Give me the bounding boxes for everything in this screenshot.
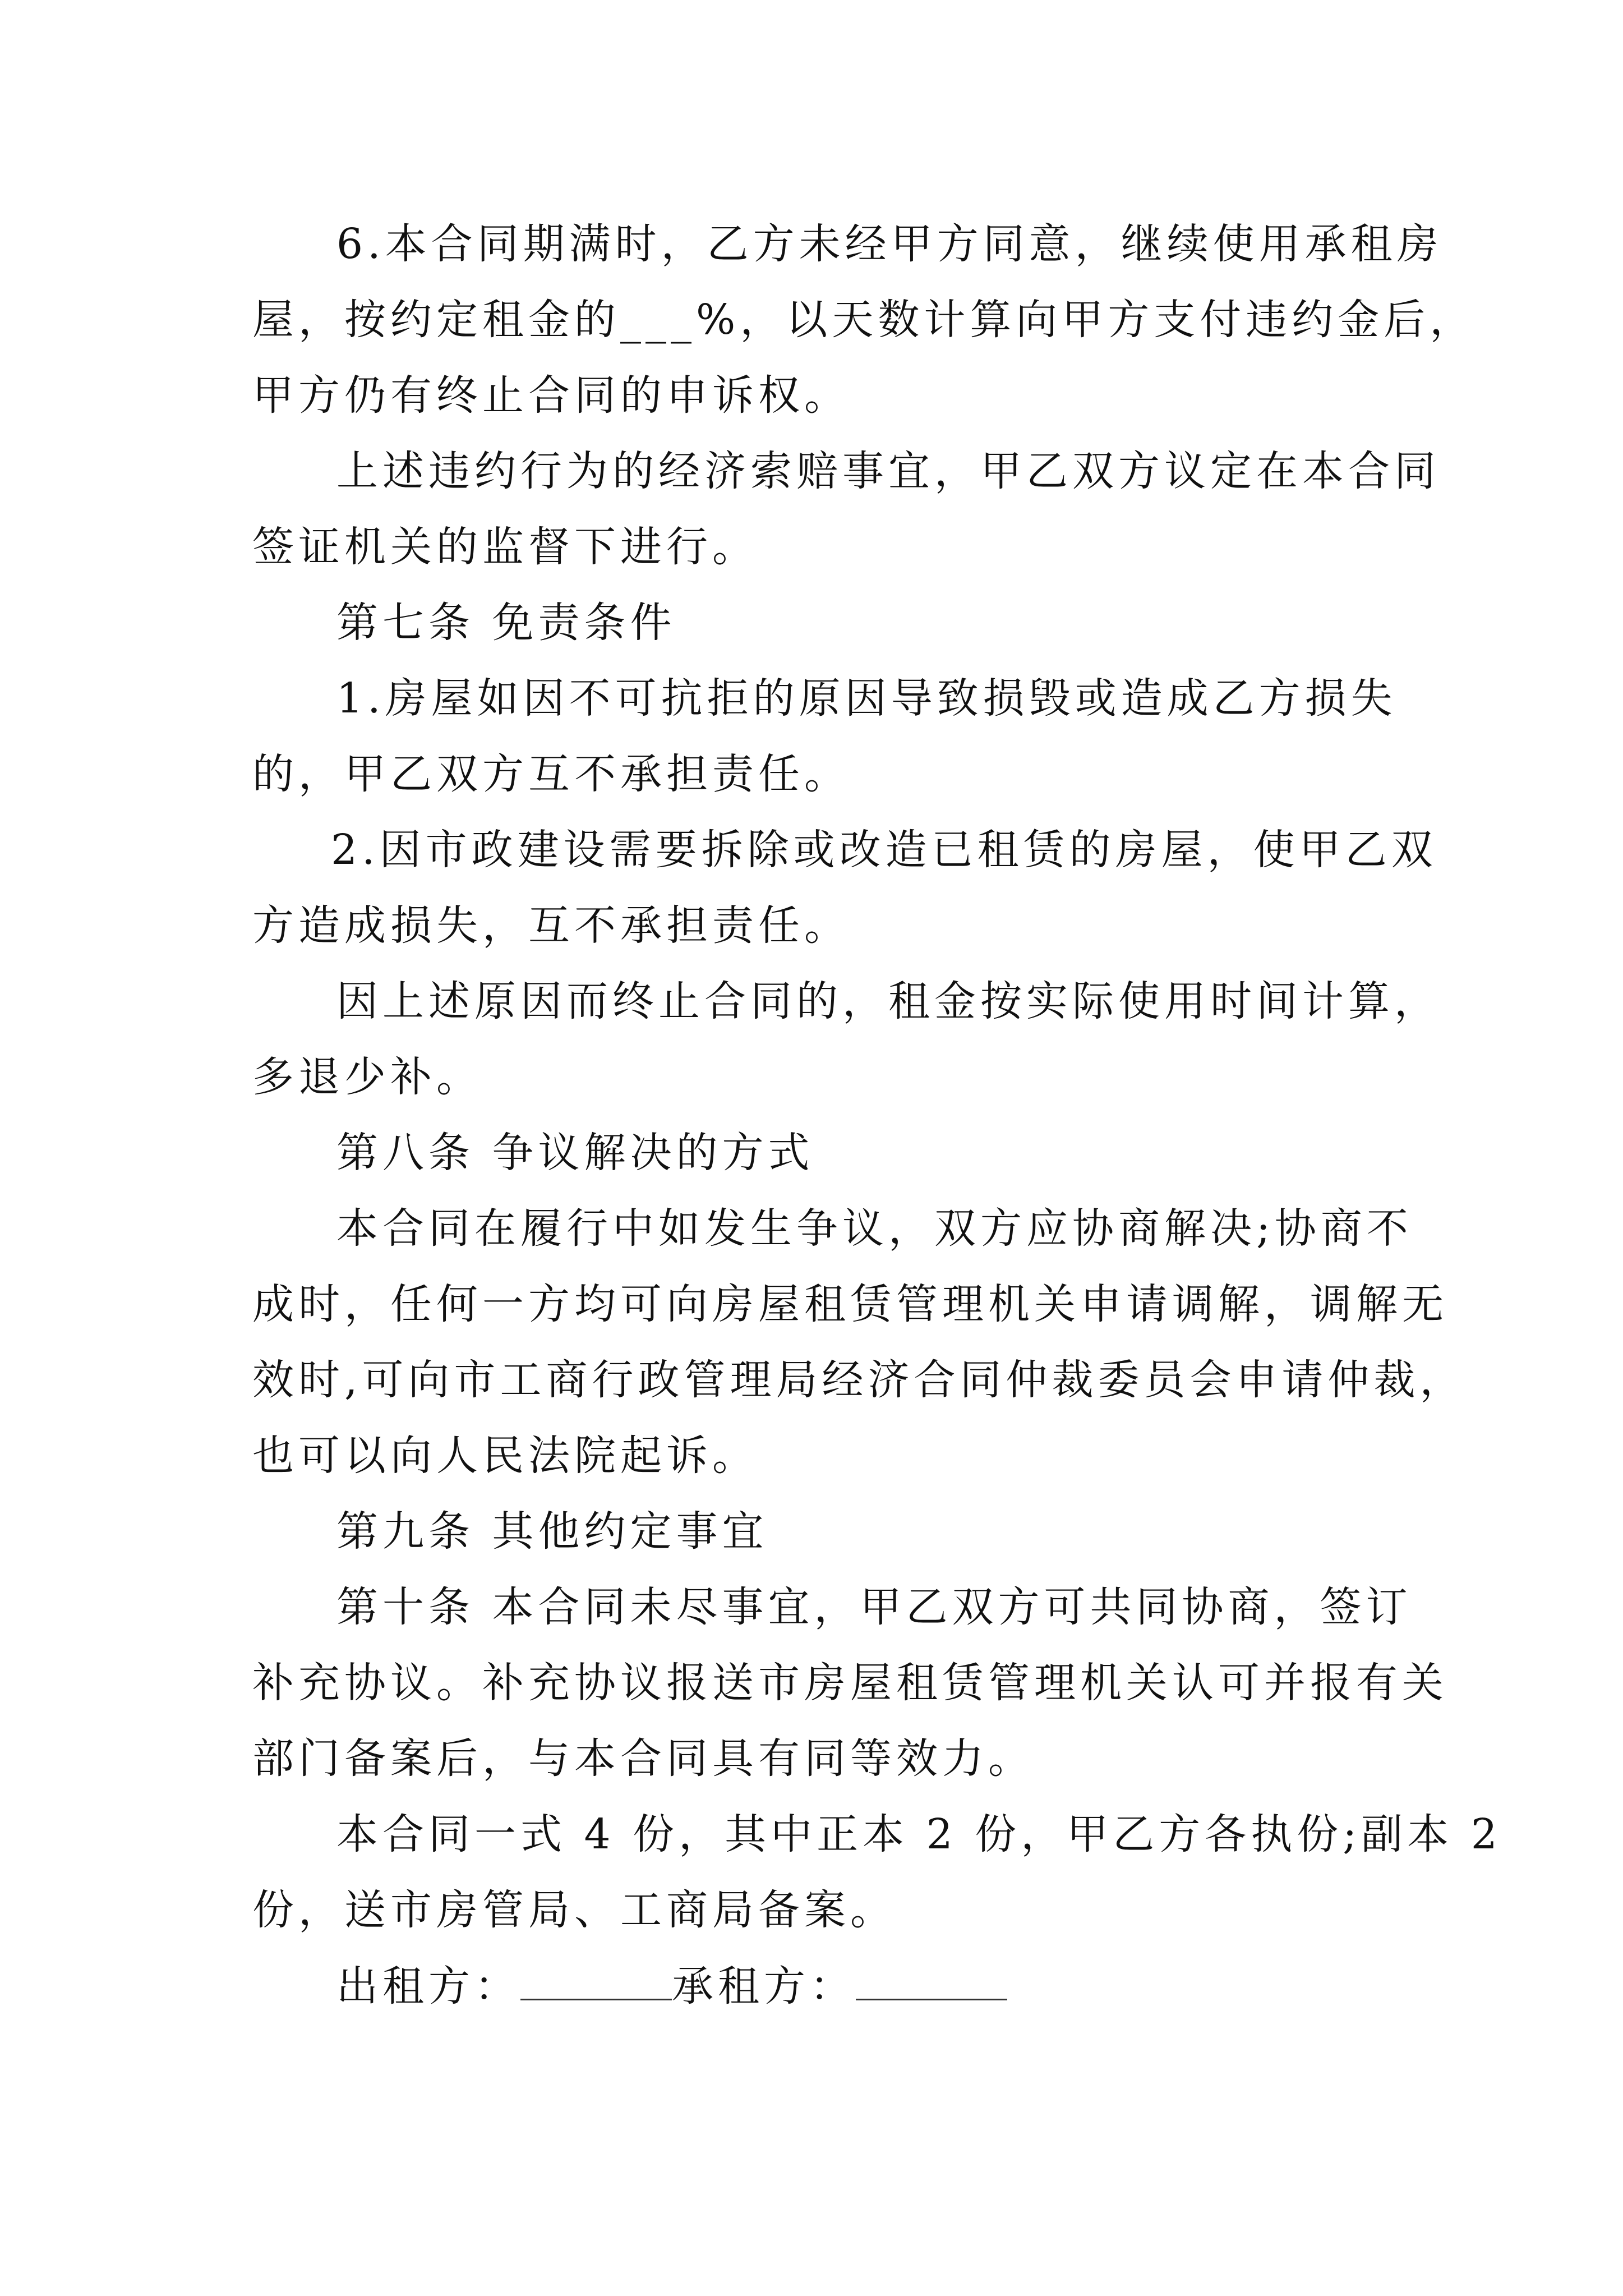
paragraph-line: 多退少补。 (252, 1053, 482, 1101)
paragraph-line: 本合同在履行中如发生争议，双方应协商解决;协商不 (336, 1204, 1413, 1253)
paragraph-line: 也可以向人民法院起诉。 (252, 1432, 758, 1480)
paragraph-line: 第十条 本合同未尽事宜，甲乙双方可共同协商，签订 (336, 1583, 1412, 1631)
paragraph-line: 方造成损失，互不承担责任。 (252, 901, 850, 950)
paragraph-line: 效时,可向市工商行政管理局经济合同仲裁委员会申请仲裁， (252, 1356, 1466, 1404)
section-heading: 第九条 其他约定事宜 (336, 1507, 768, 1556)
paragraph-line: 上述违约行为的经济索赔事宜，甲乙双方议定在本合同 (336, 447, 1440, 495)
paragraph-line: 部门备案后，与本合同具有同等效力。 (252, 1734, 1034, 1783)
lessor-signature-blank[interactable] (520, 1965, 672, 2000)
paragraph-line: 成时，任何一方均可向房屋租赁管理机关申请调解，调解无 (252, 1280, 1448, 1328)
paragraph-line: 屋，按约定租金的___%，以天数计算向甲方支付违约金后， (252, 296, 1476, 344)
paragraph-line: 甲方仍有终止合同的申诉权。 (252, 371, 850, 420)
paragraph-line: 1.房屋如因不可抗拒的原因导致损毁或造成乙方损失 (336, 674, 1397, 723)
paragraph-line: 的，甲乙双方互不承担责任。 (252, 750, 850, 798)
signature-line (336, 1962, 1380, 2010)
paragraph-line: 因上述原因而终止合同的，租金按实际使用时间计算， (336, 977, 1440, 1025)
paragraph-line: 补充协议。补充协议报送市房屋租赁管理机关认可并报有关 (252, 1659, 1448, 1707)
paragraph-line: 本合同一式 4 份，其中正本 2 份，甲乙方各执份;副本 2 (336, 1810, 1502, 1858)
section-heading: 第七条 免责条件 (336, 599, 676, 647)
paragraph-line: 6.本合同期满时，乙方未经甲方同意，继续使用承租房 (336, 220, 1443, 268)
paragraph-line: 签证机关的监督下进行。 (252, 523, 758, 571)
paragraph-line: 2.因市政建设需要拆除或改造已租赁的房屋，使甲乙双 (331, 826, 1437, 874)
paragraph-line: 份，送市房管局、工商局备案。 (252, 1886, 896, 1934)
section-heading: 第八条 争议解决的方式 (336, 1129, 814, 1177)
lessor-label: 出租方： (336, 1962, 520, 2010)
lessee-signature-blank[interactable] (856, 1965, 1007, 2000)
lessee-label: 承租方： (672, 1962, 856, 2010)
